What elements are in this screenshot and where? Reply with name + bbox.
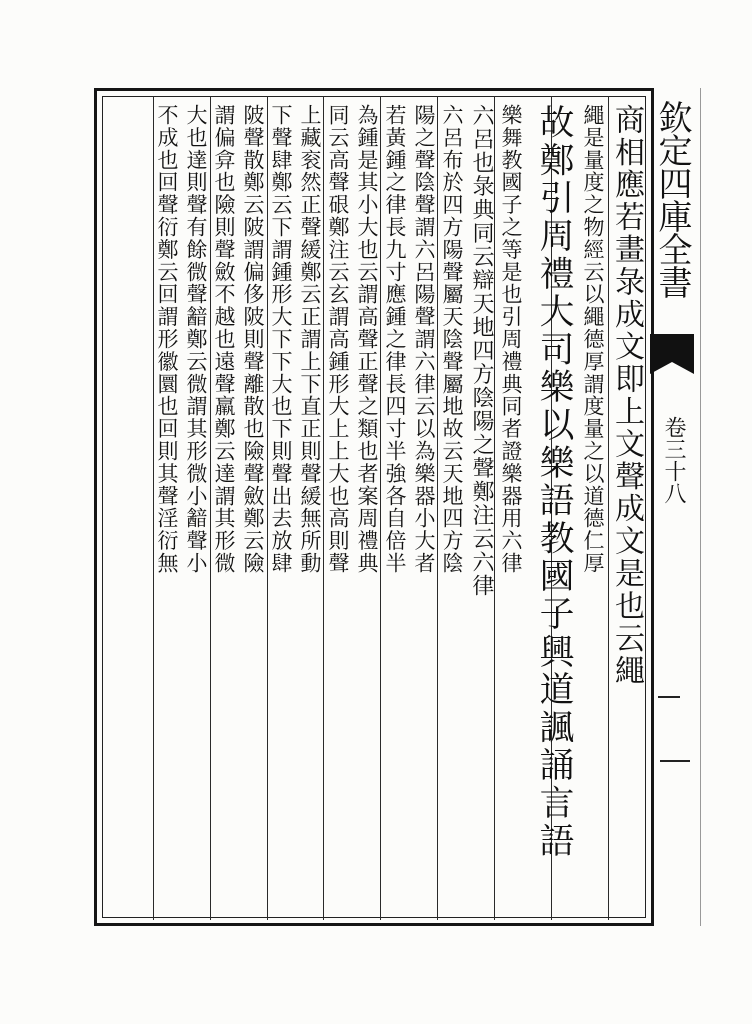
text-column: 陽之聲陰聲謂六呂陽聲謂六律云以為樂器小大者 [412, 104, 436, 575]
fishtail-mark-icon [650, 334, 694, 374]
text-column: 若黃鍾之律長九寸應鍾之律長四寸半強各自倍半 [383, 104, 407, 575]
book-title: 欽定四庫全書 [652, 100, 692, 298]
text-column: 六呂也彔典同云辯天地四方陰陽之聲鄭注云六律 [469, 104, 494, 598]
edge-divider [700, 88, 701, 926]
text-column: 同云高聲硍鄭注云玄謂高鍾形大上上大也高則聲 [326, 104, 350, 575]
text-column: 商相應若畫彔成文即上文聲成文是也云繩 [609, 104, 644, 688]
edge-mark [658, 696, 680, 698]
text-column: 陂聲散鄭云陂謂偏侈陂則聲離散也險聲斂鄭云險 [241, 104, 265, 575]
text-column: 繩是量度之物經云以繩德厚謂度量之以道德仁厚 [581, 104, 605, 575]
text-column: 為鍾是其小大也云謂高聲正聲之類也者案周禮典 [355, 104, 379, 575]
text-column: 大也達則聲有餘微聲韽鄭云微謂其形微小韽聲小 [184, 104, 208, 575]
text-column: 不成也回聲衍鄭云回謂形徽圜也回則其聲淫衍無 [155, 104, 179, 575]
text-column: 下聲肆鄭云下謂鍾形大下下大也下則聲出去放肆 [269, 104, 293, 575]
text-column: 謂偏弇也險則聲斂不越也遠聲羸鄭云達謂其形微 [212, 104, 236, 575]
text-column: 上藏衮然正聲緩鄭云正謂上下直正則聲緩無所動 [298, 104, 322, 575]
text-column: 故鄭引周禮大司樂以樂語教國子興道諷誦言語 [533, 104, 573, 860]
text-column: 六呂布於四方陽聲屬天陰聲屬地故云天地四方陰 [440, 104, 464, 575]
volume-label: 卷三十八 [661, 416, 686, 504]
edge-mark [660, 760, 690, 762]
text-column: 樂舞教國子之等是也引周禮典同者證樂器用六律 [499, 104, 523, 575]
